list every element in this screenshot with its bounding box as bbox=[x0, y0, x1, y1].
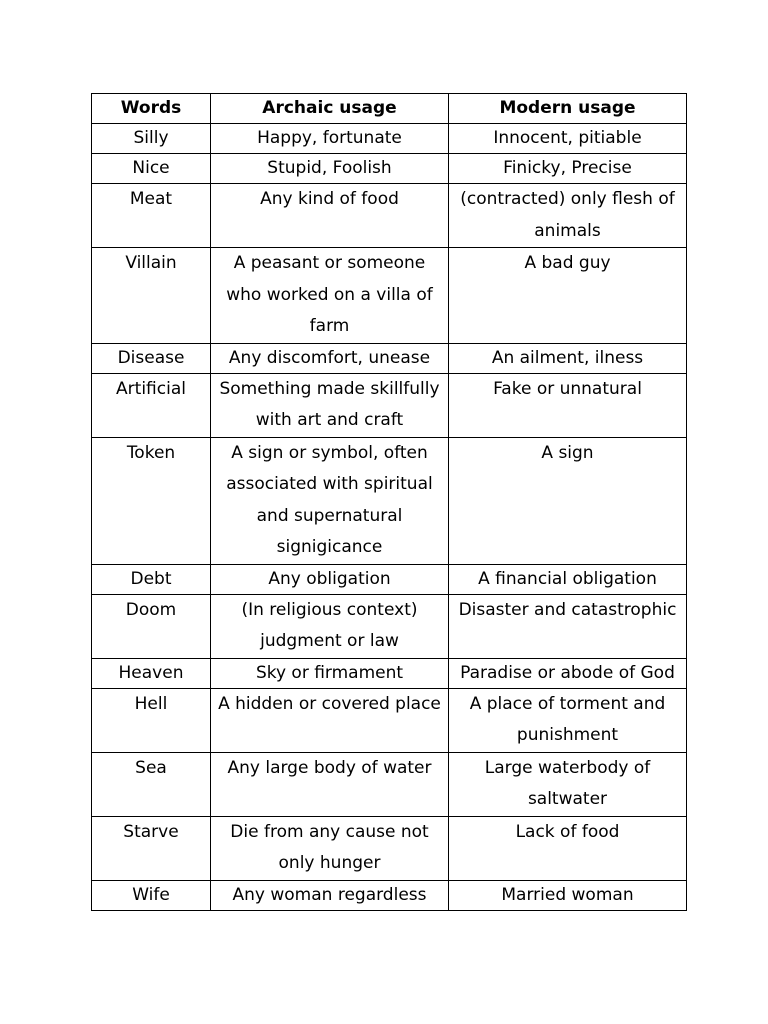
archaic-cell: (In religious context) judgment or law bbox=[211, 594, 449, 658]
table-row bbox=[92, 248, 687, 344]
archaic-cell: Any woman regardless bbox=[211, 880, 449, 910]
modern-cell: A sign bbox=[449, 437, 687, 564]
archaic-cell: Any large body of water bbox=[211, 752, 449, 816]
archaic-cell: A peasant or someone who worked on a villa of farm bbox=[211, 248, 449, 344]
table-row bbox=[92, 880, 687, 910]
word-cell: Starve bbox=[92, 816, 211, 880]
archaic-cell: Happy, fortunate bbox=[211, 124, 449, 154]
archaic-cell: Die from any cause not only hunger bbox=[211, 816, 449, 880]
word-cell: Heaven bbox=[92, 658, 211, 688]
archaic-cell: Sky or firmament bbox=[211, 658, 449, 688]
archaic-cell: A sign or symbol, often associated with spiritual and supernatural signigicance bbox=[211, 437, 449, 564]
archaic-cell: A hidden or covered place bbox=[211, 688, 449, 752]
word-cell: Artificial bbox=[92, 373, 211, 437]
modern-cell: Innocent, pitiable bbox=[449, 124, 687, 154]
table-row bbox=[92, 564, 687, 594]
table-row bbox=[92, 816, 687, 880]
header-modern-usage: Modern usage bbox=[449, 94, 687, 124]
header-archaic-usage: Archaic usage bbox=[211, 94, 449, 124]
archaic-cell: Something made skillfully with art and craft bbox=[211, 373, 449, 437]
table-row bbox=[92, 343, 687, 373]
archaic-cell: Stupid, Foolish bbox=[211, 154, 449, 184]
table-row bbox=[92, 154, 687, 184]
word-cell: Doom bbox=[92, 594, 211, 658]
word-cell: Wife bbox=[92, 880, 211, 910]
table-row bbox=[92, 124, 687, 154]
modern-cell: A place of torment and punishment bbox=[449, 688, 687, 752]
word-usage-table bbox=[91, 93, 687, 911]
table-row bbox=[92, 594, 687, 658]
word-cell: Villain bbox=[92, 248, 211, 344]
archaic-cell: Any discomfort, unease bbox=[211, 343, 449, 373]
modern-cell: Finicky, Precise bbox=[449, 154, 687, 184]
word-cell: Meat bbox=[92, 184, 211, 248]
modern-cell: A bad guy bbox=[449, 248, 687, 344]
modern-cell: Fake or unnatural bbox=[449, 373, 687, 437]
table-row bbox=[92, 752, 687, 816]
modern-cell: Married woman bbox=[449, 880, 687, 910]
word-cell: Sea bbox=[92, 752, 211, 816]
header-words: Words bbox=[92, 94, 211, 124]
word-cell: Hell bbox=[92, 688, 211, 752]
modern-cell: Lack of food bbox=[449, 816, 687, 880]
word-cell: Token bbox=[92, 437, 211, 564]
table-row bbox=[92, 658, 687, 688]
modern-cell: A financial obligation bbox=[449, 564, 687, 594]
word-cell: Silly bbox=[92, 124, 211, 154]
archaic-cell: Any obligation bbox=[211, 564, 449, 594]
modern-cell: Paradise or abode of God bbox=[449, 658, 687, 688]
archaic-cell: Any kind of food bbox=[211, 184, 449, 248]
modern-cell: (contracted) only flesh of animals bbox=[449, 184, 687, 248]
modern-cell: Disaster and catastrophic bbox=[449, 594, 687, 658]
modern-cell: Large waterbody of saltwater bbox=[449, 752, 687, 816]
table-row bbox=[92, 373, 687, 437]
word-cell: Disease bbox=[92, 343, 211, 373]
word-cell: Debt bbox=[92, 564, 211, 594]
table-row bbox=[92, 184, 687, 248]
table-row bbox=[92, 437, 687, 564]
table-header-row bbox=[92, 94, 687, 124]
modern-cell: An ailment, ilness bbox=[449, 343, 687, 373]
table-row bbox=[92, 688, 687, 752]
word-cell: Nice bbox=[92, 154, 211, 184]
